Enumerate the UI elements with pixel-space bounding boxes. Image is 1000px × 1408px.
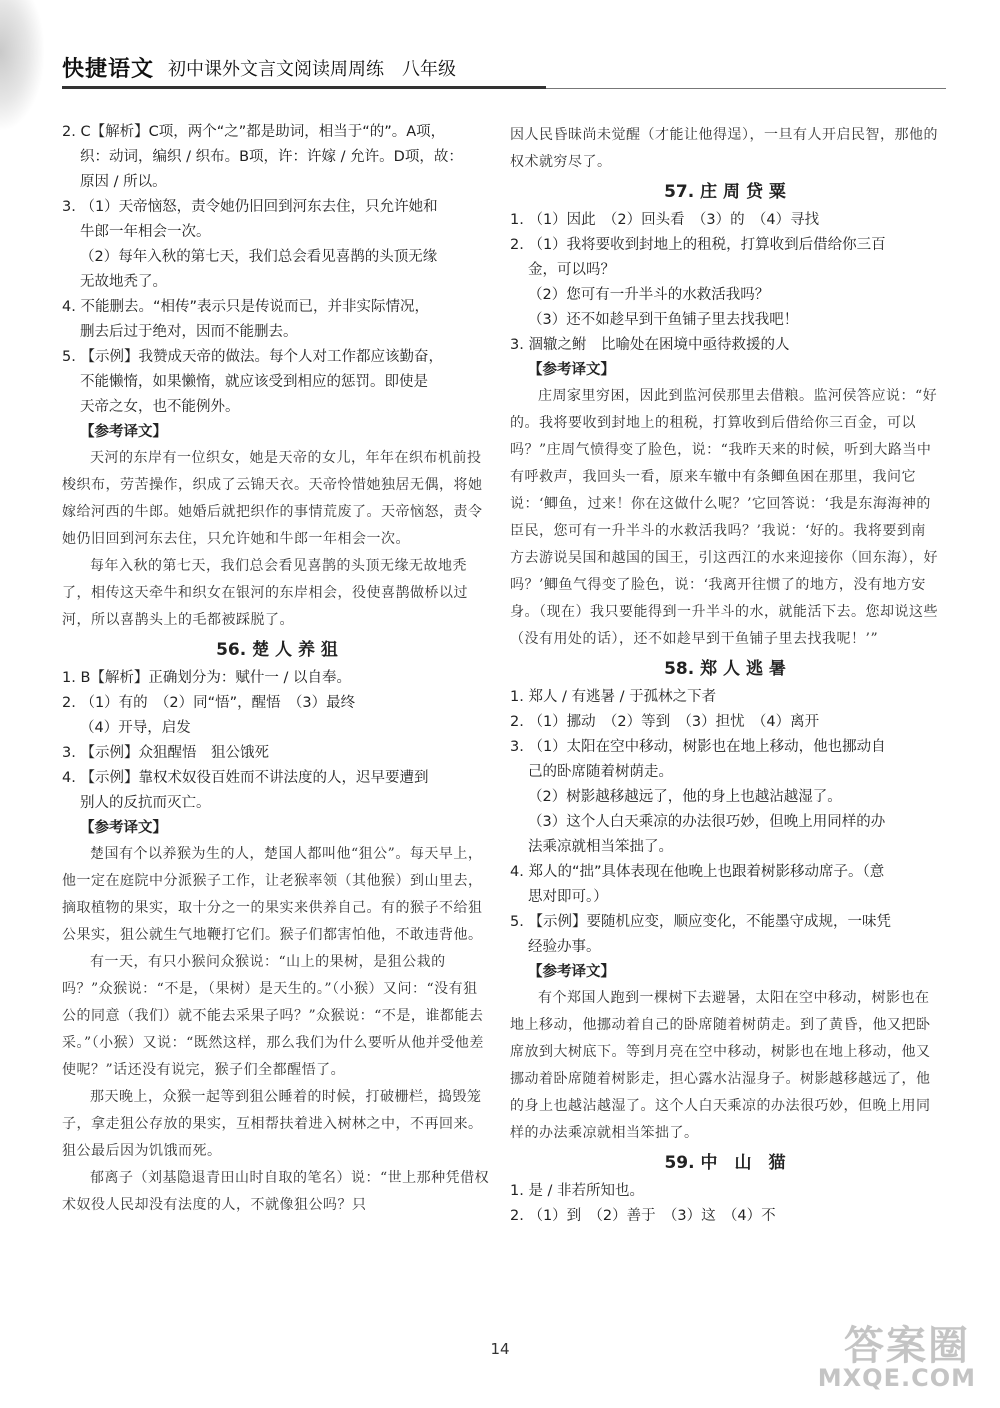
watermark-domain: MXQE.COM [817,1364,976,1392]
answer-line: 删去后过于绝对，因而不能删去。 [80,324,298,340]
section-title-58: 58. 郑 人 逃 暑 [664,659,786,679]
translation-paragraph: 每年入秋的第七天，我们总会看见喜鹊的头顶无缘无故地秃了，相传这天牵牛和织女在银河的东岸相会，役使喜鹊做桥以过河，所以喜鹊头上的毛都被踩脱了。 [62,558,468,628]
left-column [62,120,492,1219]
answer-line: 2. （1）到 （2）善于 （3）这 （4）不 [510,1208,776,1224]
answer-line: 4. 不能删去。“相传”表示只是传说而已，并非实际情况， [62,299,429,315]
section-title-59: 59. 中 山 猫 [664,1153,786,1173]
answer-line: 2. （1）有的 （2）同“悟”，醒悟 （3）最终 [62,695,356,711]
reference-translation-heading: 【参考译文】 [528,964,615,980]
reference-translation-heading: 【参考译文】 [528,362,615,378]
reference-translation-heading: 【参考译文】 [80,424,167,440]
answer-line: 3. 【示例】众狙醒悟 狙公饿死 [62,745,269,761]
answer-line: （2）树影越移越远了，他的身上也越沾越湿了。 [528,789,842,805]
answer-line: 2. C【解析】C项，两个“之”都是助词，相当于“的”。A项， [62,124,446,140]
answer-line: （3）还不如趁早到干鱼铺子里去找我吧！ [528,312,799,328]
answer-line: 3. 涸辙之鲋 比喻处在困境中亟待救援的人 [510,337,790,353]
answer-line: 2. （1）我将要收到封地上的租税，打算收到后借给你三百 [510,237,886,253]
translation-paragraph: 那天晚上，众猴一起等到狙公睡着的时候，打破栅栏，捣毁笼子，拿走狙公存放的果实，互相帮扶着进入树林之中，不再回来。狙公最后因为饥饿而死。 [62,1089,483,1159]
translation-paragraph: 楚国有个以养猴为生的人，楚国人都叫他“狙公”。每天早上，他一定在庭院中分派猴子工作，让老猴率领（其他猴）到山里去，摘取植物的果实，取十分之一的果实来供养自己。有的猴子不给狙公果实，狙公就生气地鞭打它们。猴子们都害怕他，不敢违背他。 [62,846,483,943]
translation-paragraph: 有个郑国人跑到一棵树下去避暑，太阳在空中移动，树影也在地上移动，他挪动着自己的卧席随着树荫走。到了黄昏，他又把卧席放到大树底下。等到月亮在空中移动，树影也在地上移动，他又挪动着卧席随着树影走，担心露水沾湿身子。树影越移越远了，他的身上也越沾越湿了。这个人白天乘凉的办法很巧妙，但晚上用同样的办法乘凉就相当笨拙了。 [510,990,931,1141]
answer-line: 5. 【示例】要随机应变，顺应变化，不能墨守成规，一味凭 [510,914,891,930]
answer-line: 2. （1）挪动 （2）等到 （3）担忧 （4）离开 [510,714,820,730]
page-number: 14 [490,1340,510,1358]
answer-line: 金，可以吗？ [528,262,615,278]
header-rule-thin [546,88,946,89]
answer-line: 无故地秃了。 [80,274,167,290]
translation-paragraph: 有一天，有只小猴问众猴说：“山上的果树，是狙公栽的吗？”众猴说：“不是，（果树）是天生的。”（小猴）又问：“没有狙公的同意（我们）就不能去采果子吗？”众猴说：“不是，谁都能去采。”（小猴）又说：“既然这样，那么我们为什么要听从他并受他差使呢？”话还没有说完，猴子们全都醒悟了。 [62,954,484,1078]
translation-paragraph: 因人民昏昧尚未觉醒（才能让他得逞），一旦有人开启民智，那他的权术就穷尽了。 [510,127,938,170]
answer-line: 织：动词，编织 / 织布。B项，许：许嫁 / 允许。D项，故： [80,149,463,165]
answer-line: 思对即可。） [528,889,608,905]
answer-line: 牛郎一年相会一次。 [80,224,211,240]
answer-line: 不能懒惰，如果懒惰，就应该受到相应的惩罚。即使是 [80,374,428,390]
watermark-logo-text: 答案圈 [844,1323,970,1369]
answer-line: 1. 是 / 非若所知也。 [510,1183,645,1199]
answer-line: 3. （1）太阳在空中移动，树影也在地上移动，他也挪动自 [510,739,886,755]
translation-paragraph: 郁离子（刘基隐退青田山时自取的笔名）说：“世上那种凭借权术奴役人民却没有法度的人，不就像狙公吗？只 [62,1170,490,1213]
translation-paragraph: 天河的东岸有一位织女，她是天帝的女儿，年年在织布机前投梭织布，劳苦操作，织成了云锦天衣。天帝怜惜她独居无偶，将她嫁给河西的牛郎。她婚后就把织作的事情荒废了。天帝恼怒，责令她仍旧回到河东去住，只允许她和牛郎一年相会一次。 [62,450,483,547]
answer-line: （2）每年入秋的第七天，我们总会看见喜鹊的头顶无缘 [80,249,438,265]
answer-line: 1. （1）因此 （2）回头看 （3）的 （4）寻找 [510,212,820,228]
corner-ornament [0,0,44,130]
answer-line: 经验办事。 [528,939,601,955]
book-subtitle: 初中课外文言文阅读周周练 八年级 [168,59,456,80]
section-title-56: 56. 楚 人 养 狙 [216,640,338,660]
section-title-57: 57. 庄 周 贷 粟 [664,182,786,202]
answer-line: 天帝之女，也不能例外。 [80,399,240,415]
right-column [510,122,940,1229]
translation-paragraph: 庄周家里穷困，因此到监河侯那里去借粮。监河侯答应说：“好的。我将要收到封地上的租税，打算收到后借给你三百金，可以吗？”庄周气愤得变了脸色，说：“我昨天来的时候，听到大路当中有呼救声，我回头一看，原来车辙中有条鲫鱼困在那里，我问它说：‘鲫鱼，过来！你在这做什么呢？’它回答说：‘我是东海海神的臣民，您可有一升半斗的水救活我吗？’我说：‘好的。我将要到南方去游说吴国和越国的国王，引这西江的水来迎接你（回东海），好吗？’鲫鱼气得变了脸色，说：‘我离开往惯了的地方，没有地方安身。（现在）我只要能得到一升半斗的水，就能活下去。您却说这些（没有用处的话），还不如趁早到干鱼铺子里去找我呢！’” [510,388,938,647]
answer-line: 5. 【示例】我赞成天帝的做法。每个人对工作都应该勤奋， [62,349,443,365]
answer-line: 法乘凉就相当笨拙了。 [528,839,673,855]
answer-line: 别人的反抗而灭亡。 [80,795,211,811]
answer-line: （3）这个人白天乘凉的办法很巧妙，但晚上用同样的办 [528,814,886,830]
site-watermark [750,1314,980,1394]
answer-line: （4）开导，启发 [80,720,191,736]
header-rule-thick [62,86,546,89]
answer-line: （2）您可有一升半斗的水救活我吗？ [528,287,770,303]
answer-line: 原因 / 所以。 [80,174,167,190]
answer-line: 己的卧席随着树荫走。 [528,764,673,780]
answer-line: 3. （1）天帝恼怒，责令她仍旧回到河东去住，只允许她和 [62,199,438,215]
answer-line: 1. B【解析】正确划分为：赋什一 / 以自奉。 [62,670,351,686]
answer-line: 4. 【示例】靠权术奴役百姓而不讲法度的人，迟早要遭到 [62,770,429,786]
reference-translation-heading: 【参考译文】 [80,820,167,836]
answer-line: 4. 郑人的“拙”具体表现在他晚上也跟着树影移动席子。（意 [510,864,885,880]
brand-title: 快捷语文 [62,57,155,82]
answer-line: 1. 郑人 / 有逃暑 / 于孤林之下者 [510,689,717,705]
